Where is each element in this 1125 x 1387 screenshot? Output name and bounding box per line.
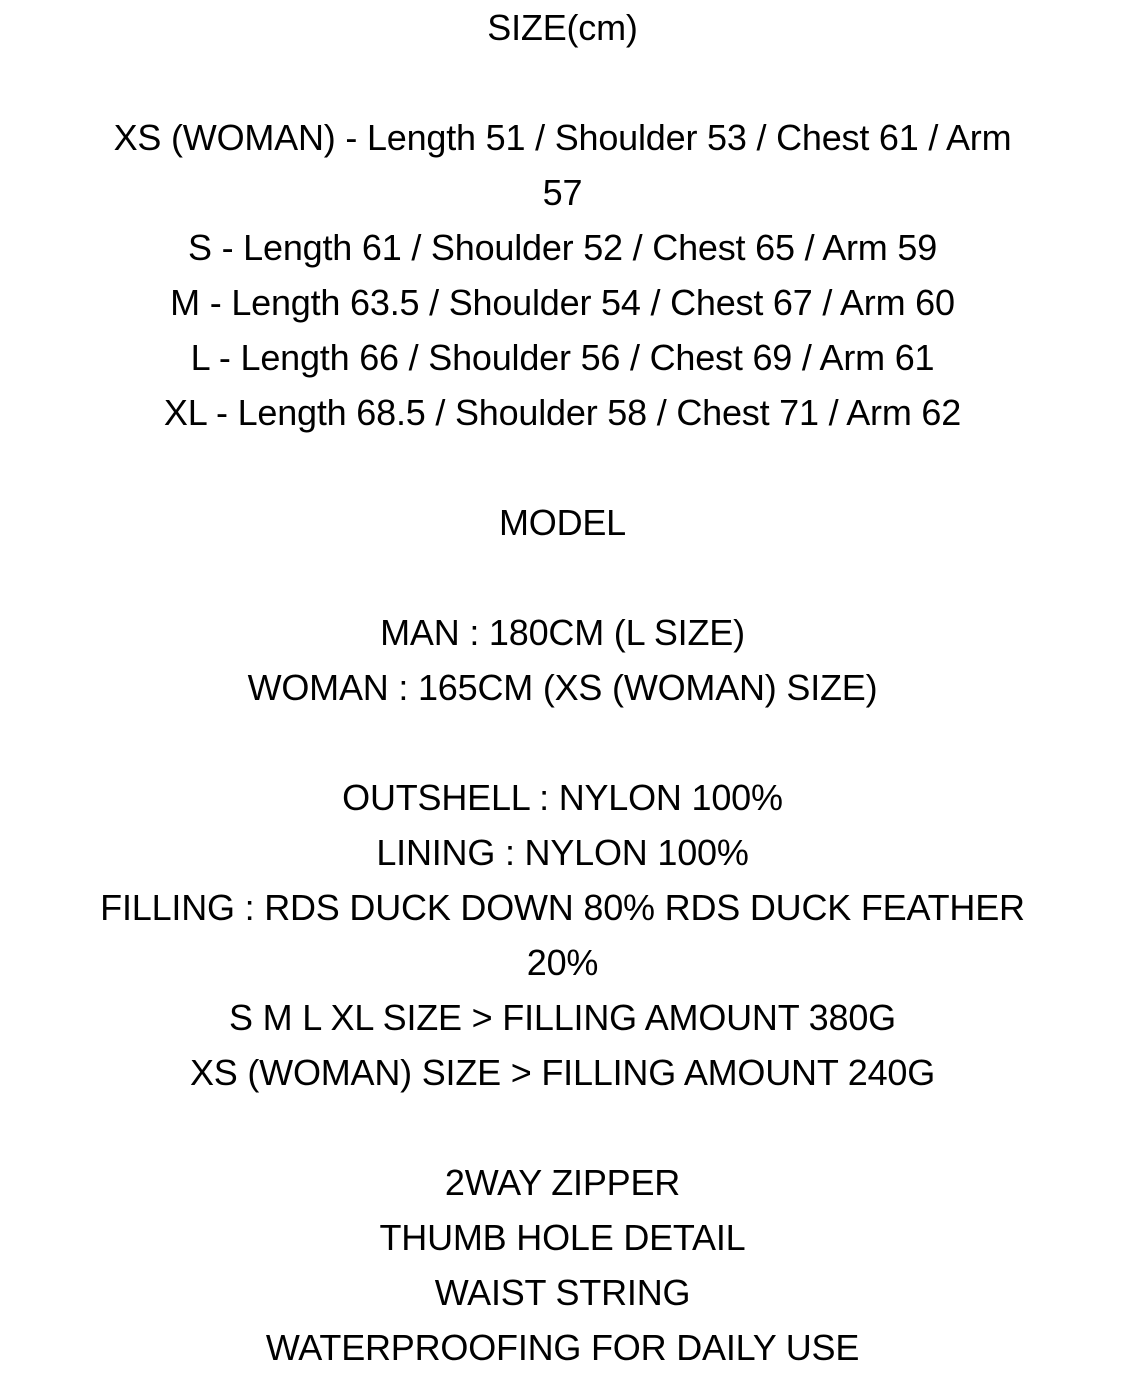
material-filling-continued: 20% bbox=[526, 942, 599, 983]
size-row-xl: XL - Length 68.5 / Shoulder 58 / Chest 71 / Arm 62 bbox=[163, 392, 962, 433]
feature-item: WATERPROOFING FOR DAILY USE bbox=[265, 1327, 860, 1368]
size-row-xs: XS (WOMAN) - Length 51 / Shoulder 53 / Chest 61 / Arm bbox=[113, 117, 1012, 158]
model-heading: MODEL bbox=[498, 502, 627, 543]
material-lining: LINING : NYLON 100% bbox=[376, 832, 749, 873]
size-row-l: L - Length 66 / Shoulder 56 / Chest 69 / Arm 61 bbox=[190, 337, 935, 378]
model-woman: WOMAN : 165CM (XS (WOMAN) SIZE) bbox=[247, 667, 878, 708]
model-man: MAN : 180CM (L SIZE) bbox=[380, 612, 745, 653]
size-heading: SIZE(cm) bbox=[487, 7, 638, 48]
size-row-s: S - Length 61 / Shoulder 52 / Chest 65 / Arm 59 bbox=[187, 227, 938, 268]
material-filling: FILLING : RDS DUCK DOWN 80% RDS DUCK FEATHER bbox=[100, 887, 1025, 928]
size-row-xs-continued: 57 bbox=[542, 172, 583, 213]
feature-item: 2WAY ZIPPER bbox=[444, 1162, 681, 1203]
filling-amount-xs: XS (WOMAN) SIZE > FILLING AMOUNT 240G bbox=[189, 1052, 936, 1093]
size-row-m: M - Length 63.5 / Shoulder 54 / Chest 67 / Arm 60 bbox=[170, 282, 955, 323]
feature-item: WAIST STRING bbox=[434, 1272, 691, 1313]
material-outshell: OUTSHELL : NYLON 100% bbox=[342, 777, 783, 818]
feature-item: THUMB HOLE DETAIL bbox=[379, 1217, 746, 1258]
filling-amount-sml: S M L XL SIZE > FILLING AMOUNT 380G bbox=[229, 997, 896, 1038]
